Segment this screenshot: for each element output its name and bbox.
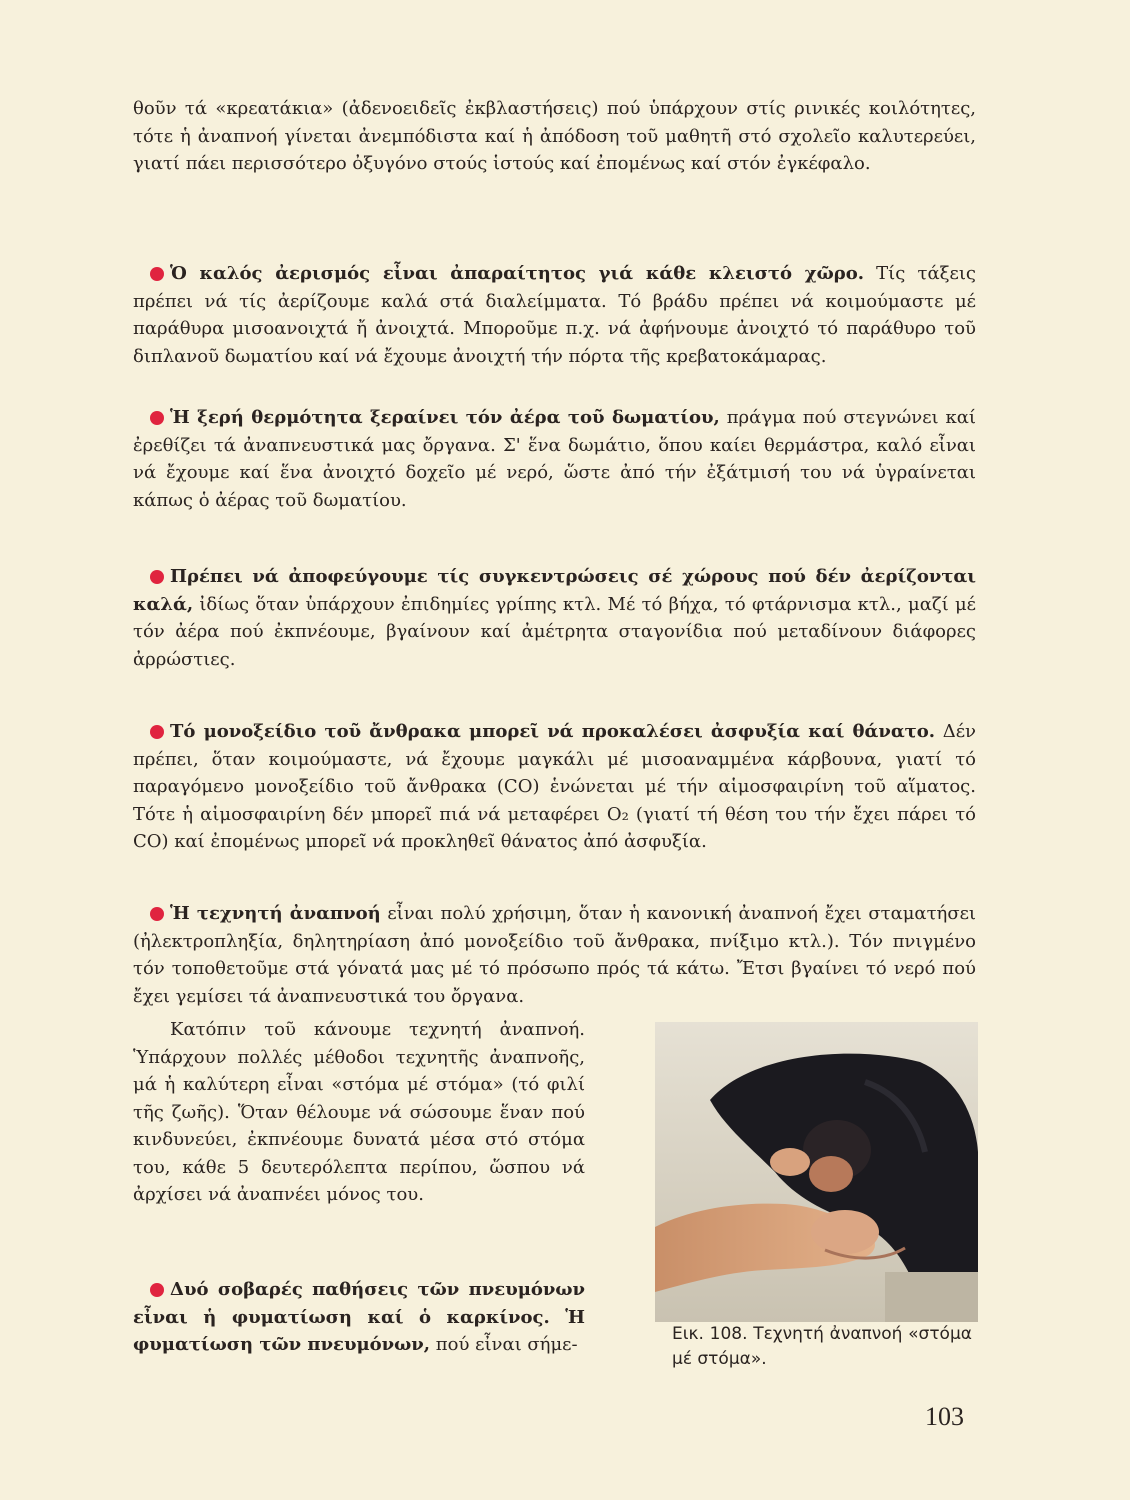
paragraph-body: Δέν πρέπει, ὅταν κοιμούμαστε, νά ἔχουμε μαγκάλι μέ μισοαναμμένα κάρβουνα, γιατί τό παραγόμενο μονοξείδιο τοῦ ἄνθρακα (CO) ἑνώνεται μέ τήν αἱμοσφαιρίνη τοῦ αἵματος. Τότε ἡ αἱμοσφαιρίνη δέν μπορεῖ πιά νά μεταφέρει O₂ (γιατί τή θέση του τήν ἔχει πάρει τό CO) καί ἐπομένως μπορεῖ νά προκληθεῖ θάνατος ἀπό ἀσφυξία. [133, 721, 976, 852]
mouth-to-mouth-photo-illustration [655, 1022, 978, 1322]
paragraph-mouth-to-mouth: Κατόπιν τοῦ κάνουμε τεχνητή ἀναπνοή. Ὑπάρχουν πολλές μέθοδοι τεχνητῆς ἀναπνοῆς, μά ἡ καλύτερη εἶναι «στόμα μέ στόμα» (τό φιλί τῆς ζωῆς). Ὅταν θέλουμε νά σώσουμε ἕναν πού κινδυνεύει, ἐκπνέουμε δυνατά μέσα στό στόμα του, κάθε 5 δευτερόλεπτα περίπου, ὥσπου νά ἀρχίσει νά ἀναπνέει μόνος του. [133, 1019, 585, 1205]
paragraph-body: εἶναι πολύ χρήσιμη, ὅταν ἡ κανονική ἀναπνοή ἔχει σταματήσει (ἠλεκτροπληξία, δηλητηρίαση ἀπό μονοξείδιο τοῦ ἄνθρακα, πνίξιμο κτλ.). Τόν πνιγμένο τόν τοποθετοῦμε στά γόνατά μας μέ τό πρόσωπο πρός τά κάτω. Ἔτσι βγαίνει τό νερό πού ἔχει γεμίσει τά ἀναπνευστικά του ὄργανα. [133, 903, 976, 1007]
paragraph-lung-diseases [133, 1276, 585, 1359]
paragraph-body: πού εἶναι σήμε- [430, 1334, 578, 1355]
page-number: 103 [925, 1402, 964, 1431]
bullet-icon [150, 570, 164, 584]
paragraph-adenoids: θοῦν τά «κρεατάκια» (ἀδενοειδεῖς ἐκβλαστήσεις) πού ὑπάρχουν στίς ρινικές κοιλότητες, τότε ἡ ἀναπνοή γίνεται ἀνεμπόδιστα καί ἡ ἀπόδοση τοῦ μαθητῆ στό σχολεῖο καλυτερεύει, γιατί πάει περισσότερο ὀξυγόνο στούς ἱστούς καί ἐπομένως καί στόν ἐγκέφαλο. [133, 98, 976, 174]
bullet-icon [150, 1283, 164, 1297]
paragraph-lead: Δυό σοβαρές παθήσεις τῶν πνευμόνων εἶναι ἡ φυματίωση καί ὁ καρκίνος. Ἡ φυματίωση τῶν πνευμόνων, [133, 1279, 585, 1355]
paragraph-body: Τίς τάξεις πρέπει νά τίς ἀερίζουμε καλά στά διαλείμματα. Τό βράδυ πρέπει νά κοιμούμαστε μέ παράθυρα μισοανοιχτά ἤ ἀνοιχτά. Μποροῦμε π.χ. νά ἀφήνουμε ἀνοιχτό τό παράθυρο τοῦ διπλανοῦ δωματίου καί νά ἔχουμε ἀνοιχτή τήν πόρτα τῆς κρεβατοκάμαρας. [133, 263, 976, 367]
bullet-icon [150, 907, 164, 921]
paragraph-lead: Ἡ τεχνητή ἀναπνοή [170, 903, 381, 924]
figure-photo [655, 1022, 978, 1322]
paragraph-carbon-monoxide [133, 718, 976, 856]
bullet-icon [150, 725, 164, 739]
paragraph-lead: Ἡ ξερή θερμότητα ξεραίνει τόν ἀέρα τοῦ δωματίου, [170, 407, 720, 428]
paragraph-body: ἰδίως ὅταν ὑπάρχουν ἐπιδημίες γρίπης κτλ. Μέ τό βήχα, τό φτάρνισμα κτλ., μαζί μέ τόν ἀέρα πού ἐκπνέουμε, βγαίνουν καί ἀμέτρητα σταγονίδια πού μεταδίνουν διάφορες ἀρρώστιες. [133, 593, 976, 670]
figure-caption: Εικ. 108. Τεχνητή ἀναπνοή «στόμα μέ στόμα». [672, 1324, 972, 1369]
paragraph-lead: Ὁ καλός ἀερισμός εἶναι ἀπαραίτητος γιά κάθε κλειστό χῶρο. [170, 263, 864, 284]
paragraph-body: πράγμα πού στεγνώνει καί ἐρεθίζει τά ἀναπνευστικά μας ὄργανα. Σ' ἕνα δωμάτιο, ὅπου καίει θερμάστρα, καλό εἶναι νά ἔχουμε καί ἕνα ἀνοιχτό δοχεῖο μέ νερό, ὥστε ἀπό τήν ἐξάτμισή του νά ὑγραίνεται κάπως ὁ ἀέρας τοῦ δωματίου. [133, 407, 976, 511]
paragraph-artificial-respiration [133, 900, 976, 1010]
paragraph-crowds [133, 563, 976, 673]
bullet-icon [150, 411, 164, 425]
paragraph-dry-heat [133, 404, 976, 514]
bullet-icon [150, 267, 164, 281]
paragraph-lead: Τό μονοξείδιο τοῦ ἄνθρακα μπορεῖ νά προκαλέσει ἀσφυξία καί θάνατο. [170, 721, 936, 742]
paragraph-ventilation [133, 260, 976, 370]
paragraph-lead: Πρέπει νά ἀποφεύγουμε τίς συγκεντρώσεις σέ χώρους πού δέν ἀερίζονται καλά, [133, 566, 976, 615]
